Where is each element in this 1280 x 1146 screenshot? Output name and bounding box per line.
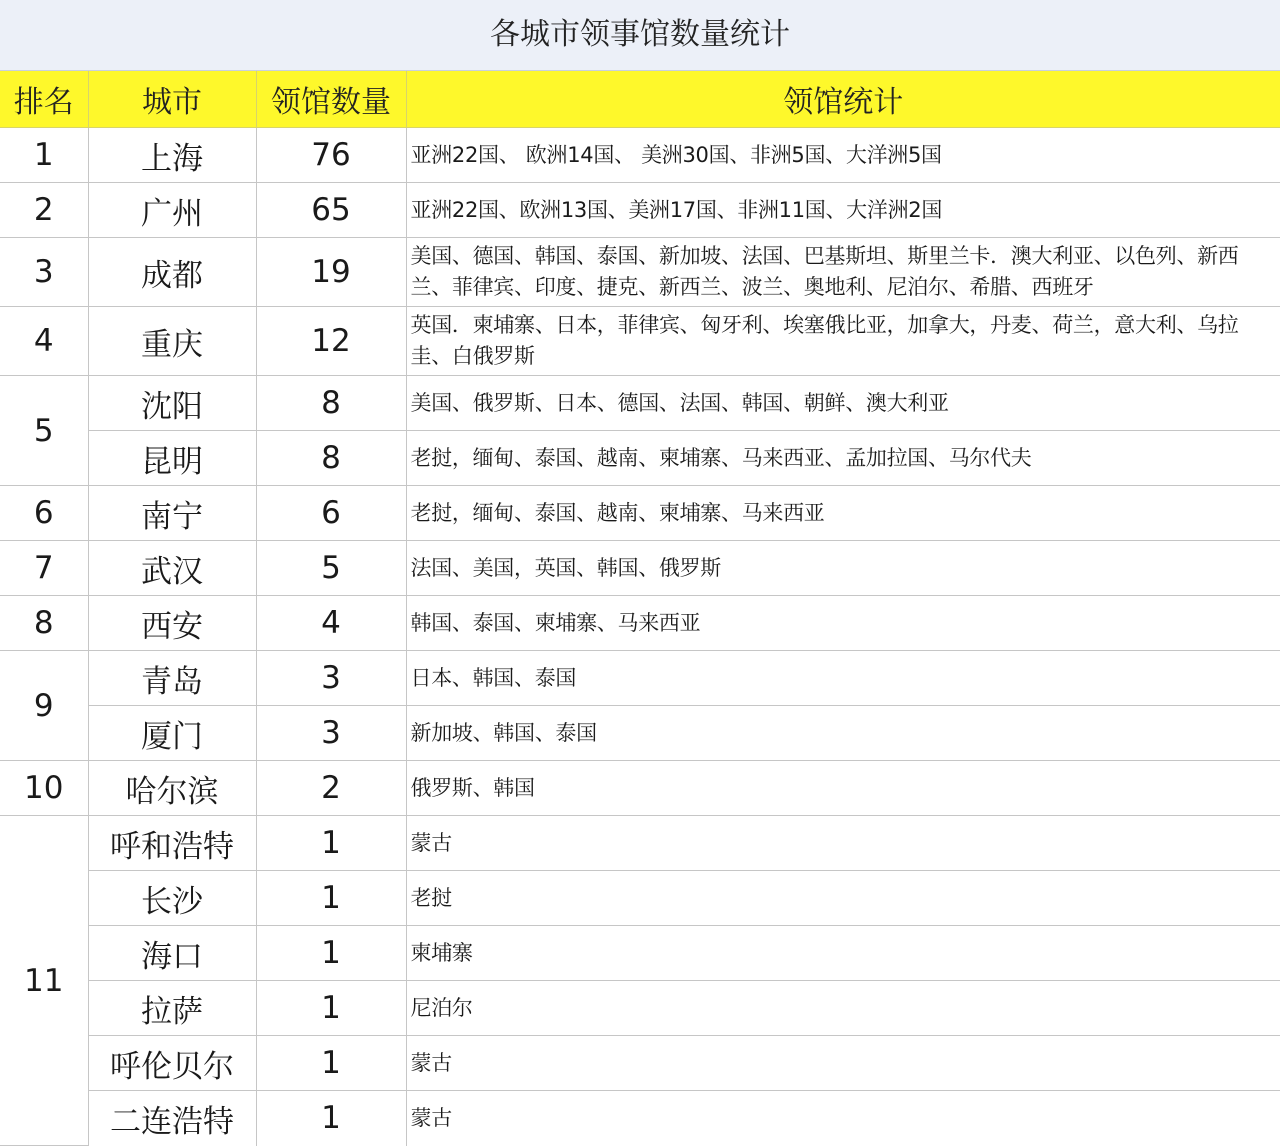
detail-cell: 柬埔寨 — [406, 926, 1280, 981]
table-row — [0, 307, 1280, 376]
detail-cell: 美国、德国、韩国、泰国、新加坡、法国、巴基斯坦、斯里兰卡．澳大利亚、以色列、新西兰、菲律宾、印度、捷克、新西兰、波兰、奥地利、尼泊尔、希腊、西班牙 — [406, 238, 1280, 307]
city-cell: 厦门 — [88, 706, 256, 761]
count-cell: 19 — [256, 238, 406, 307]
column-header-count: 领馆数量 — [256, 71, 406, 128]
city-cell: 沈阳 — [88, 376, 256, 431]
detail-cell: 韩国、泰国、柬埔寨、马来西亚 — [406, 596, 1280, 651]
rank-cell: 4 — [0, 307, 88, 376]
table-body — [0, 128, 1280, 1146]
table-row — [0, 1091, 1280, 1146]
column-header-rank: 排名 — [0, 71, 88, 128]
city-cell: 南宁 — [88, 486, 256, 541]
rank-cell: 6 — [0, 486, 88, 541]
rank-cell: 2 — [0, 183, 88, 238]
count-cell: 6 — [256, 486, 406, 541]
city-cell: 海口 — [88, 926, 256, 981]
detail-cell: 老挝 — [406, 871, 1280, 926]
table-row — [0, 871, 1280, 926]
rank-cell: 3 — [0, 238, 88, 307]
detail-cell: 法国、美国，英国、韩国、俄罗斯 — [406, 541, 1280, 596]
detail-cell: 尼泊尔 — [406, 981, 1280, 1036]
count-cell: 8 — [256, 376, 406, 431]
column-header-detail: 领馆统计 — [406, 71, 1280, 128]
detail-cell: 日本、韩国、泰国 — [406, 651, 1280, 706]
table-row — [0, 541, 1280, 596]
count-cell: 2 — [256, 761, 406, 816]
detail-cell: 新加坡、韩国、泰国 — [406, 706, 1280, 761]
table-row — [0, 926, 1280, 981]
city-cell: 上海 — [88, 128, 256, 183]
city-cell: 拉萨 — [88, 981, 256, 1036]
city-cell: 哈尔滨 — [88, 761, 256, 816]
count-cell: 1 — [256, 871, 406, 926]
page-title: 各城市领事馆数量统计 — [0, 0, 1280, 71]
detail-cell: 老挝，缅甸、泰国、越南、柬埔寨、马来西亚、孟加拉国、马尔代夫 — [406, 431, 1280, 486]
detail-cell: 英国．柬埔寨、日本，菲律宾、匈牙利、埃塞俄比亚，加拿大，丹麦、荷兰，意大利、乌拉圭、白俄罗斯 — [406, 307, 1280, 376]
table-row — [0, 761, 1280, 816]
city-cell: 二连浩特 — [88, 1091, 256, 1146]
city-cell: 呼和浩特 — [88, 816, 256, 871]
count-cell: 65 — [256, 183, 406, 238]
table-row — [0, 981, 1280, 1036]
city-cell: 昆明 — [88, 431, 256, 486]
count-cell: 76 — [256, 128, 406, 183]
table-row — [0, 816, 1280, 871]
rank-cell: 11 — [0, 816, 88, 1146]
count-cell: 1 — [256, 1036, 406, 1091]
city-cell: 西安 — [88, 596, 256, 651]
rank-cell: 7 — [0, 541, 88, 596]
rank-cell: 10 — [0, 761, 88, 816]
table-row — [0, 238, 1280, 307]
table-row — [0, 706, 1280, 761]
count-cell: 12 — [256, 307, 406, 376]
city-cell: 广州 — [88, 183, 256, 238]
count-cell: 1 — [256, 816, 406, 871]
count-cell: 1 — [256, 926, 406, 981]
table-row — [0, 1036, 1280, 1091]
detail-cell: 蒙古 — [406, 1091, 1280, 1146]
consulate-table — [0, 71, 1280, 1146]
detail-cell: 亚洲22国、欧洲13国、美洲17国、非洲11国、大洋洲2国 — [406, 183, 1280, 238]
table-row — [0, 376, 1280, 431]
city-cell: 长沙 — [88, 871, 256, 926]
table-row — [0, 183, 1280, 238]
count-cell: 3 — [256, 651, 406, 706]
count-cell: 4 — [256, 596, 406, 651]
table-row — [0, 128, 1280, 183]
detail-cell: 亚洲22国、 欧洲14国、 美洲30国、非洲5国、大洋洲5国 — [406, 128, 1280, 183]
rank-cell: 5 — [0, 376, 88, 486]
table-row — [0, 596, 1280, 651]
city-cell: 武汉 — [88, 541, 256, 596]
table-row — [0, 486, 1280, 541]
column-header-city: 城市 — [88, 71, 256, 128]
detail-cell: 老挝，缅甸、泰国、越南、柬埔寨、马来西亚 — [406, 486, 1280, 541]
table-row — [0, 651, 1280, 706]
detail-cell: 蒙古 — [406, 816, 1280, 871]
city-cell: 呼伦贝尔 — [88, 1036, 256, 1091]
city-cell: 成都 — [88, 238, 256, 307]
rank-cell: 1 — [0, 128, 88, 183]
table-header-row — [0, 71, 1280, 128]
count-cell: 5 — [256, 541, 406, 596]
rank-cell: 9 — [0, 651, 88, 761]
city-cell: 青岛 — [88, 651, 256, 706]
detail-cell: 蒙古 — [406, 1036, 1280, 1091]
detail-cell: 俄罗斯、韩国 — [406, 761, 1280, 816]
city-cell: 重庆 — [88, 307, 256, 376]
table-row — [0, 431, 1280, 486]
detail-cell: 美国、俄罗斯、日本、德国、法国、韩国、朝鲜、澳大利亚 — [406, 376, 1280, 431]
rank-cell: 8 — [0, 596, 88, 651]
count-cell: 8 — [256, 431, 406, 486]
count-cell: 1 — [256, 981, 406, 1036]
count-cell: 3 — [256, 706, 406, 761]
count-cell: 1 — [256, 1091, 406, 1146]
